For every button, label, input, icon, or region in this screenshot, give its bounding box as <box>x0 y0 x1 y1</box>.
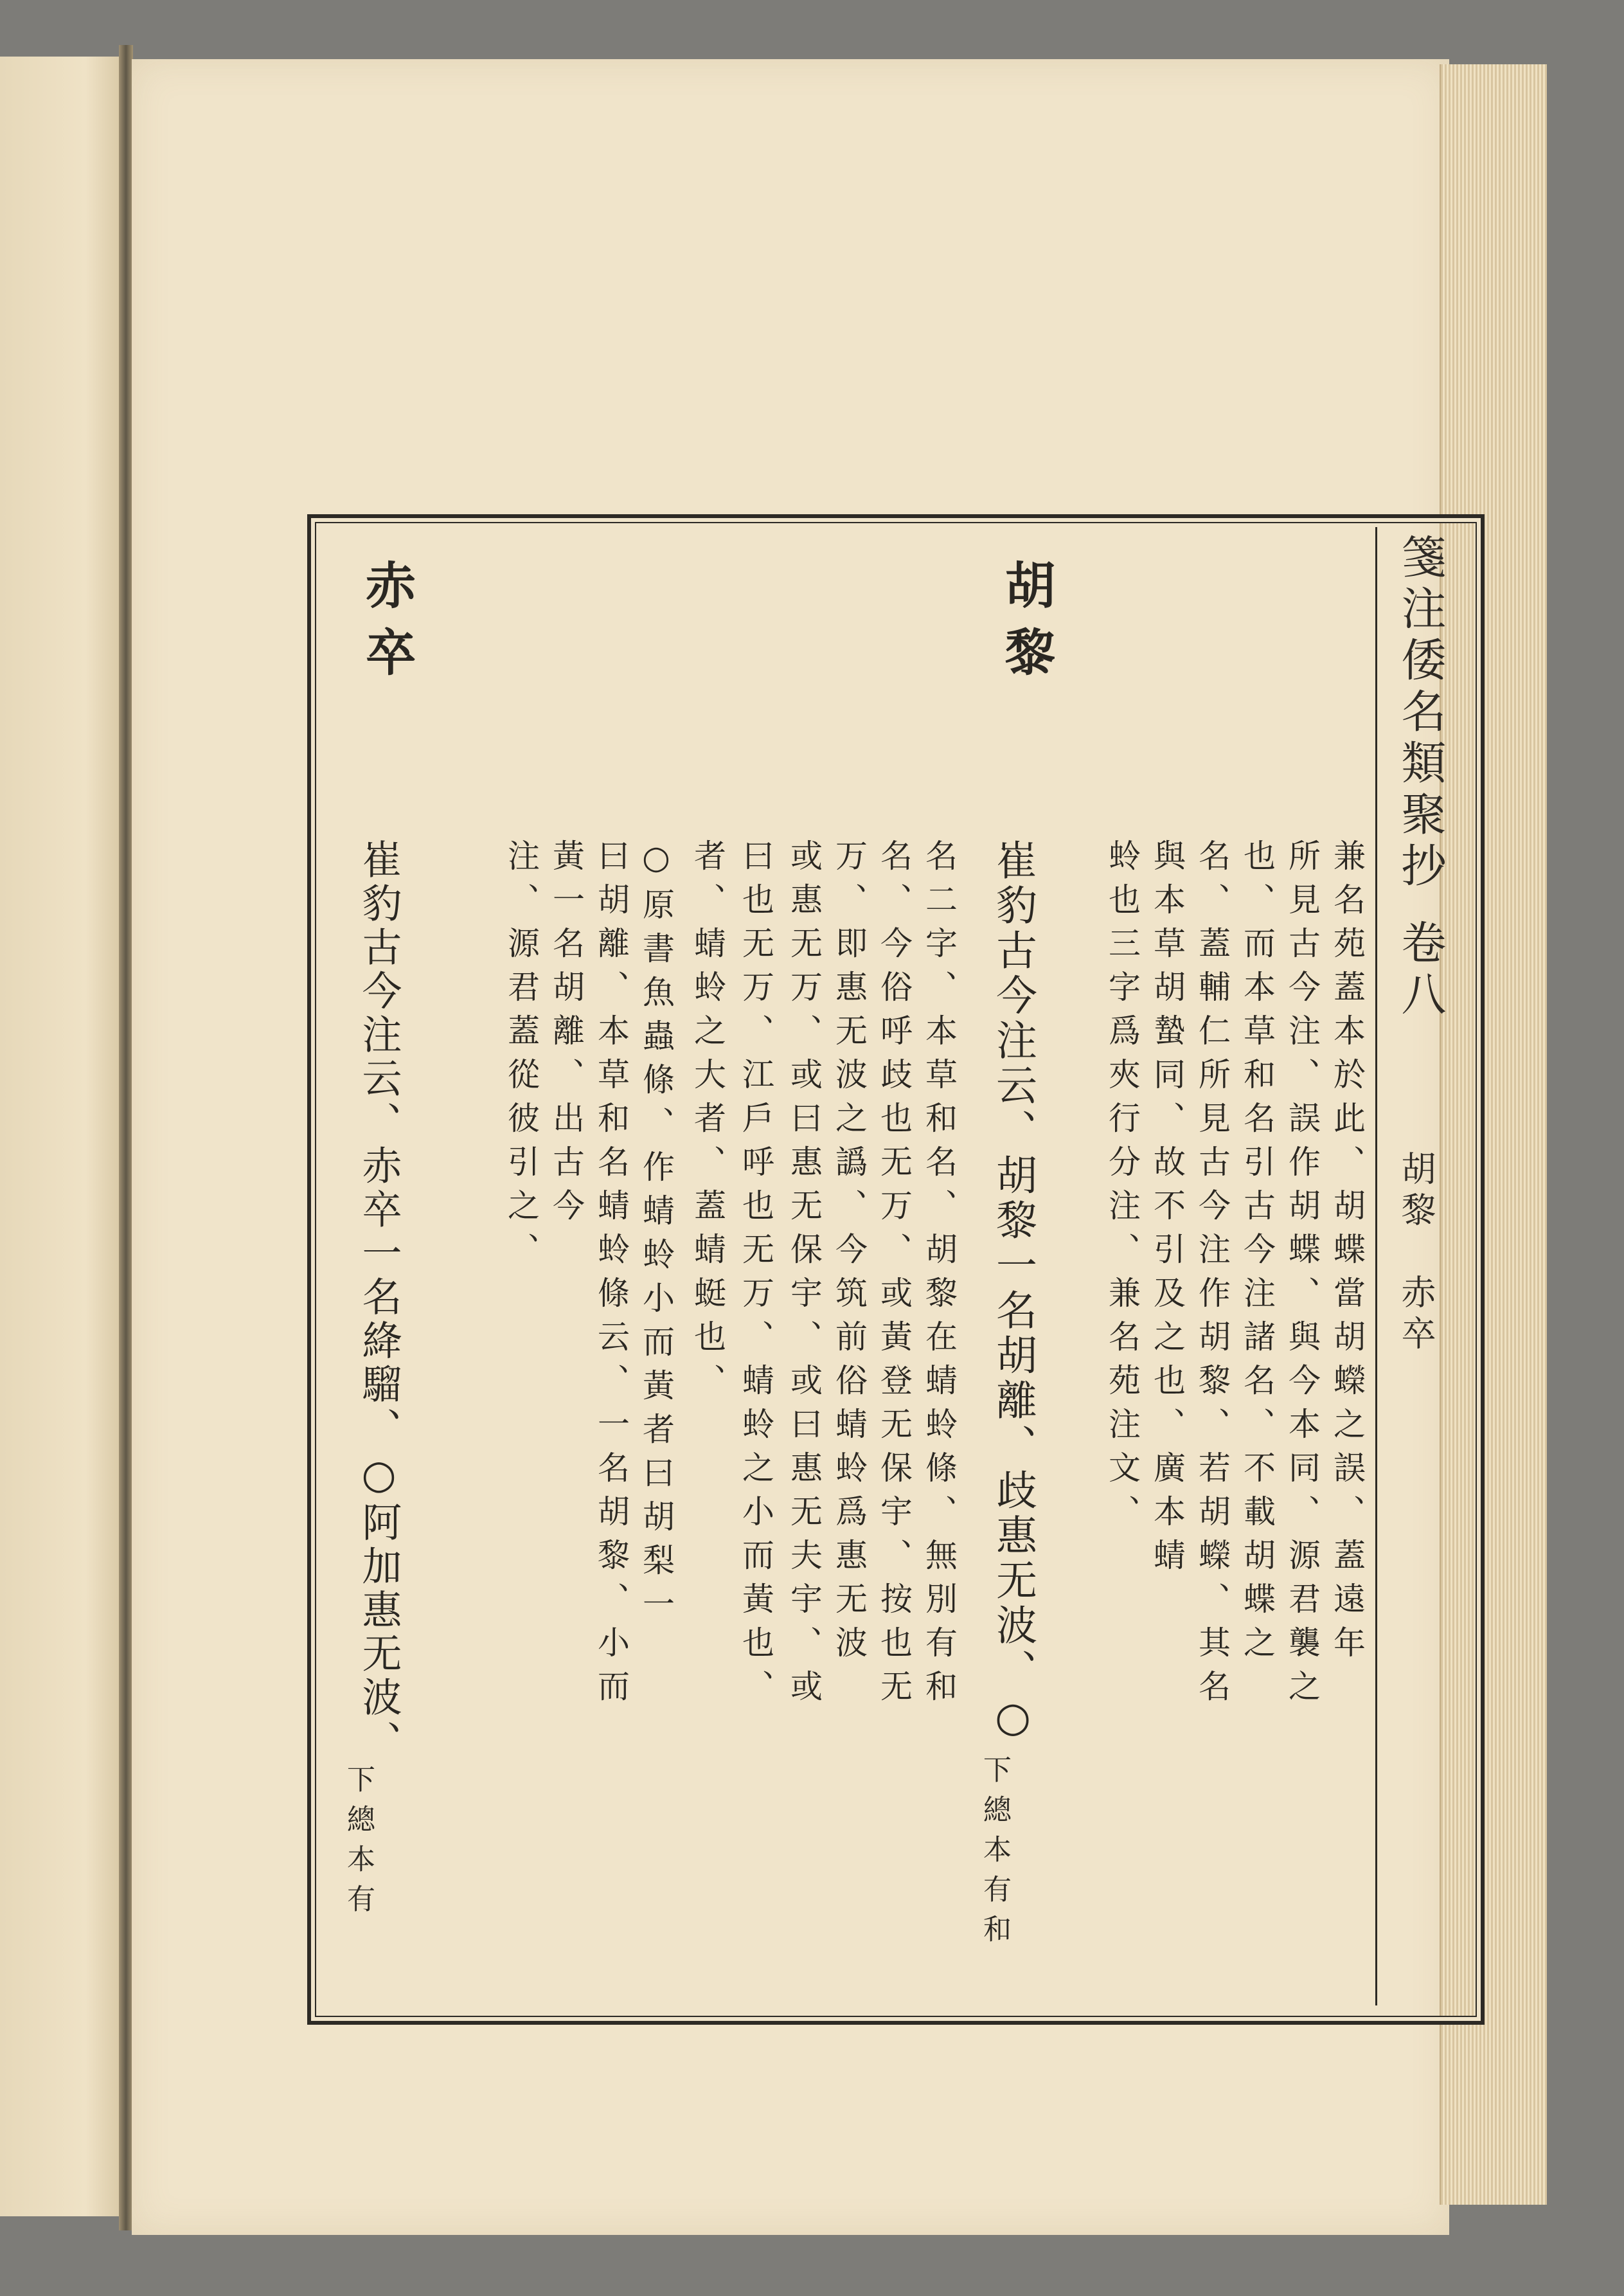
text-column-1: 兼名苑蓋本於此、胡蝶當胡蠑之誤、蓋遠年 <box>1328 839 1366 1669</box>
headword-hulei: 胡黎 <box>997 559 1055 693</box>
text-column-4: 名、蓋輔仁所見古今注作胡黎、若胡蠑、其名 <box>1193 839 1231 1713</box>
text-column-17: 注、源君蓋從彼引之、 <box>503 839 540 1276</box>
running-head-rule <box>1375 527 1377 2005</box>
text-column-14: ○原書魚蟲條、作蜻蛉小而黃者曰胡梨一 <box>638 839 675 1631</box>
text-column-5: 與本草胡蟄同、故不引及之也、廣本蜻 <box>1148 839 1186 1582</box>
text-column-9: 名、今俗呼歧也无万、或黃登无保宇、按也无 <box>875 839 913 1713</box>
main-entry-chizu: 崔豹古今注云、赤卒一名絳騮、○阿加惠无波、 <box>355 839 402 1764</box>
inline-note-2: 下總本有 <box>342 1764 375 1924</box>
headword-chizu: 赤卒 <box>357 559 416 693</box>
text-column-13: 者、蜻蛉之大者、蓋蜻蜓也、 <box>689 839 726 1407</box>
inline-note-1: 下總本有和 <box>978 1755 1011 1954</box>
text-column-15: 曰胡離、本草和名蜻蛉條云、一名胡黎、小而 <box>593 839 630 1713</box>
text-column-3: 也、而本草和名引古今注諸名、不載胡蝶之 <box>1238 839 1276 1669</box>
running-head-volume: 卷八 <box>1394 919 1447 1022</box>
running-head-title: 箋注倭名類聚抄 <box>1394 534 1447 893</box>
left-page-edge <box>0 57 124 2216</box>
text-column-10: 万、即惠无波之譌、今筑前俗蜻蛉爲惠无波 <box>830 839 868 1669</box>
text-column-16: 黃一名胡離、出古今 <box>548 839 585 1232</box>
text-column-12: 曰也无万、江戶呼也无万、蜻蛉之小而黃也、 <box>737 839 774 1713</box>
running-head-section: 胡黎 赤卒 <box>1396 1151 1436 1356</box>
text-column-8: 名二字、本草和名、胡黎在蜻蛉條、無別有和 <box>920 839 958 1713</box>
text-column-6: 蛉也三字爲夾行分注、兼名苑注文、 <box>1103 839 1141 1538</box>
text-column-11: 或惠无万、或曰惠无保宇、或曰惠无夫宇、或 <box>785 839 823 1713</box>
book-gutter <box>119 45 133 2230</box>
main-entry-hulei: 崔豹古今注云、胡黎一名胡離、歧惠无波、○ <box>989 839 1037 1745</box>
text-column-2: 所見古今注、誤作胡蝶、與今本同、源君襲之 <box>1283 839 1321 1713</box>
